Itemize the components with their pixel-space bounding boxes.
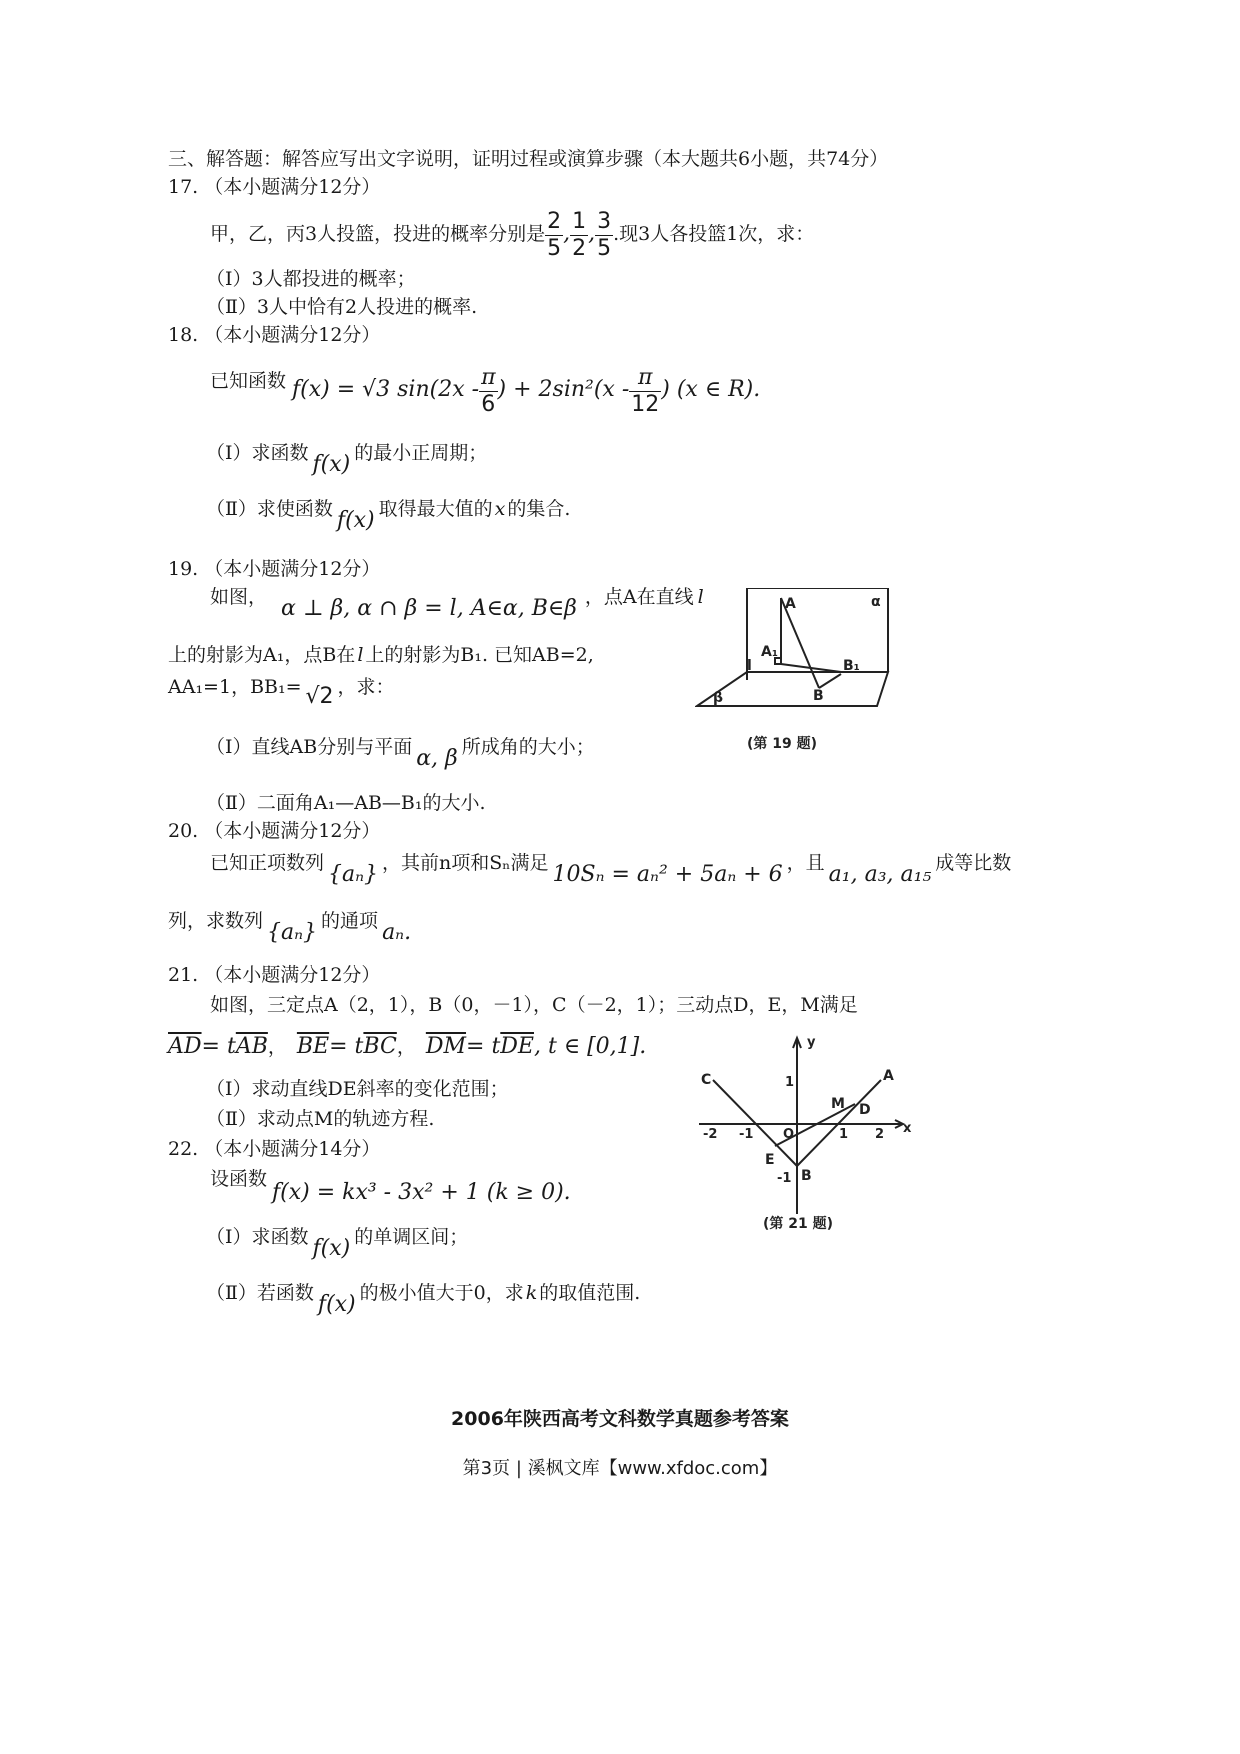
fig21-caption: (第 21 题) [763, 1216, 834, 1232]
q22-part2: （Ⅱ）若函数 f(x) 的极小值大于0，求 k 的取值范围. [206, 1282, 641, 1317]
q20-line1: 已知正项数列 {aₙ} ，其前n项和Sₙ满足 10Sₙ = aₙ² + 5aₙ + 6 ，且 a₁, a₃, a₁₅ 成等比数 [210, 852, 1012, 887]
q19-line3: AA₁=1，BB₁= √2 ，求： [168, 676, 395, 709]
figure-19 [695, 588, 895, 760]
q21-part2: （Ⅱ）求动点M的轨迹方程. [206, 1108, 435, 1130]
q21-heading: 21. （本小题满分12分） [168, 964, 381, 986]
q19-line2: 上的射影为A₁，点B在 l 上的射影为B₁. 已知AB=2, [168, 644, 594, 666]
q17-text-a: 甲，乙，丙3人投篮，投进的概率分别是 [210, 223, 546, 245]
q21-line1: 如图，三定点A（2，1），B（0，－1），C（－2，1）；三动点D，E，M满足 [210, 994, 858, 1016]
fig19-B: B [813, 688, 824, 704]
q19-part1: （Ⅰ）直线AB分别与平面 α, β 所成角的大小； [206, 736, 595, 771]
q20-line2: 列，求数列 {aₙ} 的通项 aₙ. [168, 910, 412, 945]
q21-part1: （Ⅰ）求动直线DE斜率的变化范围； [206, 1078, 509, 1100]
fig21-C: C [701, 1072, 712, 1088]
fraction: $\frac{2}{5}$ [547, 208, 562, 261]
q19-heading: 19. （本小题满分12分） [168, 558, 381, 580]
q19-line1: 如图， α ⊥ β, α ∩ β = l, A∈α, B∈β ，点A在直线 l [210, 586, 704, 621]
q22-function: f(x) = kx³ - 3x² + 1 (k ≥ 0). [272, 1180, 571, 1205]
fig21-x: x [903, 1121, 912, 1136]
q22-part1: （Ⅰ）求函数 f(x) 的单调区间； [206, 1226, 469, 1261]
fig21-m1: -1 [739, 1127, 754, 1142]
fig21-M: M [831, 1096, 845, 1112]
q22-lead: 设函数 [210, 1168, 268, 1190]
q19-part2: （Ⅱ）二面角A₁—AB—B₁的大小. [206, 792, 486, 814]
q18-function: f(x) = √3 sin(2x - $\frac{\pi}{6}$ ) + 2sin²(x - $\frac{\pi}{12}$ ) (x ∈ R). [292, 364, 761, 417]
q17-part2: （Ⅱ）3人中恰有2人投进的概率. [206, 296, 478, 318]
fig19-A: A [785, 596, 796, 612]
q17-text-b: .现3人各投篮1次，求： [613, 223, 815, 245]
figure-21 [695, 1034, 915, 1234]
q17-heading: 17. （本小题满分12分） [168, 176, 381, 198]
fig19-A1: A₁ [761, 644, 778, 660]
fig19-caption: (第 19 题) [747, 736, 818, 752]
fig21-p2: 2 [875, 1127, 885, 1142]
q22-heading: 22. （本小题满分14分） [168, 1138, 381, 1160]
answers-title: 2006年陕西高考文科数学真题参考答案 [451, 1408, 789, 1430]
fraction: $\frac{3}{5}$ [597, 208, 612, 261]
page-footer: 第3页 | 溪枫文库【www.xfdoc.com】 [462, 1458, 778, 1479]
fig21-D: D [859, 1102, 871, 1118]
fig19-alpha: α [871, 594, 881, 610]
fig21-B: B [801, 1168, 812, 1184]
fig21-mone: -1 [777, 1171, 792, 1186]
fig21-p1: 1 [839, 1127, 849, 1142]
q21-vectors: $\overline{AD}= t\overline{AB}$， $\overline{BE}= t\overline{BC}$， $\overline{DM}= t\overline{DE}$, t ∈ [0,1]. [168, 1034, 647, 1059]
q18-heading: 18. （本小题满分12分） [168, 324, 381, 346]
fig19-B1: B₁ [843, 658, 860, 674]
q18-part1: （Ⅰ）求函数 f(x) 的最小正周期； [206, 442, 488, 477]
fig19-beta: β [713, 690, 724, 706]
fraction: $\frac{\pi}{12}$ [631, 364, 660, 417]
fig19-l: l [747, 658, 752, 674]
fig21-A: A [883, 1068, 894, 1084]
fraction: $\frac{\pi}{6}$ [481, 364, 496, 417]
fig21-O: O [783, 1127, 795, 1142]
q18-lead: 已知函数 [210, 370, 287, 392]
fig21-E: E [765, 1152, 775, 1168]
q18-part2: （Ⅱ）求使函数 f(x) 取得最大值的 x 的集合. [206, 498, 571, 533]
q17-text: 甲，乙，丙3人投篮，投进的概率分别是 $\frac{2}{5}$ , $\frac{1}{2}$ , $\frac{3}{5}$ .现3人各投篮1次，求： [210, 208, 815, 261]
fig21-m2: -2 [703, 1127, 718, 1142]
q17-part1: （Ⅰ）3人都投进的概率； [206, 268, 416, 290]
section-heading: 三、解答题：解答应写出文字说明，证明过程或演算步骤（本大题共6小题，共74分） [168, 148, 889, 170]
fig21-y: y [807, 1035, 816, 1050]
q20-heading: 20. （本小题满分12分） [168, 820, 381, 842]
fig21-one: 1 [785, 1075, 795, 1090]
fraction: $\frac{1}{2}$ [572, 208, 587, 261]
